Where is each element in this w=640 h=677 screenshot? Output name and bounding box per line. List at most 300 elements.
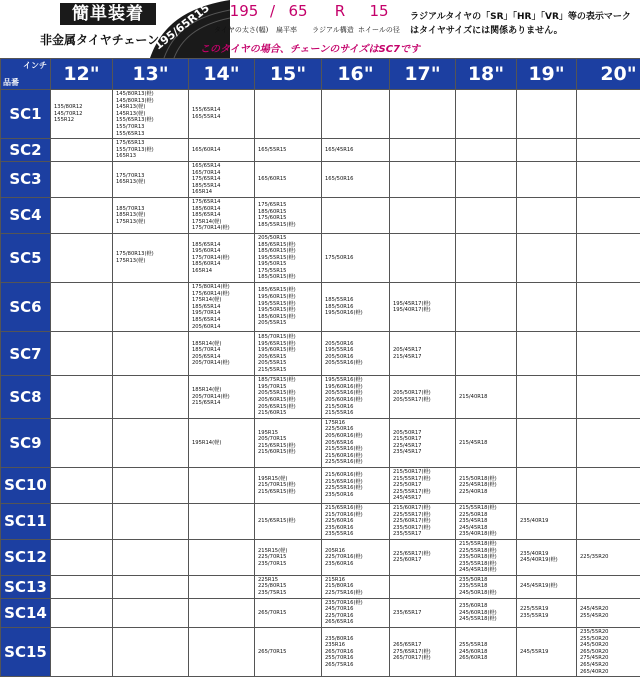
size-cell	[51, 575, 113, 598]
tire-size: 225/80R15	[258, 583, 321, 590]
tire-size: 235/60R16	[325, 525, 389, 532]
tire-size: 225/55R17(軽)	[393, 512, 455, 519]
tire-size: 245/70R16	[325, 606, 389, 613]
tire-size: 185/70R15(軽)	[258, 334, 321, 341]
model-code: SC6	[1, 283, 51, 332]
table-row	[1, 418, 640, 467]
tire-size: 255/45R20	[580, 613, 640, 620]
size-cell	[113, 139, 189, 162]
tire-size: 185/65R14	[192, 317, 254, 324]
tire-size: 215/40R18	[459, 394, 516, 401]
tire-size: 215/65R16(軽)	[325, 505, 389, 512]
size-cell	[390, 90, 456, 139]
size-cell	[322, 598, 390, 627]
table-row	[1, 90, 640, 139]
tire-size: 235/55R18(軽)	[459, 561, 516, 568]
tire-size: 205/60R15(軽)	[258, 397, 321, 404]
tire-size: 145R13(軽)	[116, 104, 188, 111]
tire-size: 245/45R18	[459, 525, 516, 532]
size-cell	[189, 332, 255, 376]
size-cell	[517, 332, 577, 376]
tire-size: 235/70R15	[258, 561, 321, 568]
size-cell	[322, 539, 390, 575]
spec-radial-label: ラジアル構造	[312, 25, 354, 35]
size-cell	[255, 197, 322, 233]
tire-size: 215/55R18(軽)	[459, 505, 516, 512]
tire-size: 195/55R16	[325, 347, 389, 354]
tire-size: 175/80R14(軽)	[192, 284, 254, 291]
inch-header: 16"	[322, 59, 390, 90]
table-row	[1, 283, 640, 332]
tire-size: 185/55R16	[325, 297, 389, 304]
size-cell	[113, 539, 189, 575]
table-row	[1, 139, 640, 162]
size-cell	[255, 233, 322, 282]
tire-size: 175/60R15	[258, 215, 321, 222]
tire-size: 175/80R13(軽)	[116, 251, 188, 258]
tire-size: 265/70R15	[258, 610, 321, 617]
tire-size: 185/70R13	[116, 206, 188, 213]
model-code: SC11	[1, 503, 51, 539]
tire-size: 215/60R17(軽)	[393, 505, 455, 512]
inch-header: 12"	[51, 59, 113, 90]
table-row	[1, 575, 640, 598]
size-cell	[189, 598, 255, 627]
size-cell	[456, 503, 517, 539]
tire-size: 215/60R15	[258, 410, 321, 417]
brand-title: 簡単装着	[60, 3, 156, 25]
tire-size: 195/55R15(軽)	[258, 301, 321, 308]
tire-size: 155/65R14	[192, 107, 254, 114]
model-code: SC3	[1, 161, 51, 197]
spec-radial-value: R	[328, 1, 352, 21]
tire-size: 245/55R19	[520, 649, 576, 656]
tire-size: 205/50R17(軽)	[393, 390, 455, 397]
tire-size: 205/55R16(軽)	[325, 390, 389, 397]
tire-size: 205/50R16	[325, 354, 389, 361]
size-cell	[189, 418, 255, 467]
tire-size: 225R15	[258, 577, 321, 584]
inch-header: 15"	[255, 59, 322, 90]
tire-size: 235/55R18	[459, 583, 516, 590]
tire-size: 225/60R17(軽)	[393, 518, 455, 525]
table-row	[1, 628, 640, 677]
tire-size: 165R14	[192, 189, 254, 196]
size-cell	[189, 628, 255, 677]
tire-size: 185/55R15(軽)	[258, 222, 321, 229]
table-row	[1, 376, 640, 419]
tire-size: 195R15	[258, 430, 321, 437]
tire-size: 185/60R15	[258, 209, 321, 216]
model-code: SC5	[1, 233, 51, 282]
size-cell	[577, 283, 640, 332]
size-cell	[255, 467, 322, 503]
tire-size: 225/50R17	[393, 482, 455, 489]
size-cell	[51, 90, 113, 139]
tire-size: 215/65R15(軽)	[258, 518, 321, 525]
tire-size: 185/50R16	[325, 304, 389, 311]
tire-size: 265/70R16	[325, 649, 389, 656]
tire-size: 235R16	[325, 642, 389, 649]
tire-size: 215/65R16(軽)	[325, 479, 389, 486]
table-row	[1, 598, 640, 627]
tire-size: 205/55R15	[258, 360, 321, 367]
size-cell	[390, 575, 456, 598]
size-cell	[113, 628, 189, 677]
inch-header-row	[1, 59, 640, 90]
size-cell	[456, 628, 517, 677]
model-code: SC10	[1, 467, 51, 503]
tire-size: 155/65R13(軽)	[116, 117, 188, 124]
tire-size: 235/55R17	[393, 531, 455, 538]
tire-size: 215R15(軽)	[258, 548, 321, 555]
size-cell	[113, 233, 189, 282]
size-cell	[456, 90, 517, 139]
size-cell	[255, 539, 322, 575]
size-cell	[322, 628, 390, 677]
spec-aspect-label: 扁平率	[276, 25, 297, 35]
model-corner-label: 品番	[3, 77, 19, 88]
tire-size: 235/55R20	[580, 629, 640, 636]
size-cell	[322, 90, 390, 139]
inch-header: 20"	[577, 59, 640, 90]
model-code: SC15	[1, 628, 51, 677]
size-cell	[51, 418, 113, 467]
tire-size: 235/55R19	[520, 613, 576, 620]
tire-size: 165R14	[192, 268, 254, 275]
model-code: SC4	[1, 197, 51, 233]
tire-size: 165R13(軽)	[116, 179, 188, 186]
size-cell	[113, 161, 189, 197]
tire-size: 245/50R20	[580, 642, 640, 649]
size-cell	[456, 598, 517, 627]
tire-size: 215/65R15(軽)	[258, 443, 321, 450]
spec-width-value: 195	[224, 1, 264, 21]
tire-size: 245/45R19(軽)	[520, 583, 576, 590]
inch-header: 14"	[189, 59, 255, 90]
size-cell	[390, 332, 456, 376]
tire-size: 195/60R15(軽)	[258, 294, 321, 301]
tire-size: 195/60R14	[192, 248, 254, 255]
tire-size: 195/55R16(軽)	[325, 377, 389, 384]
tire-size: 225/45R17	[393, 443, 455, 450]
size-cell	[322, 418, 390, 467]
tire-size: 235/60R18	[459, 603, 516, 610]
tire-size: 215/60R16(軽)	[325, 472, 389, 479]
size-cell	[189, 233, 255, 282]
tire-size: 195/60R15(軽)	[258, 347, 321, 354]
tire-size: 185/65R14	[192, 242, 254, 249]
size-cell	[517, 575, 577, 598]
size-cell	[113, 467, 189, 503]
size-cell	[456, 139, 517, 162]
tire-size: 225/60R17	[393, 557, 455, 564]
tire-size: 215/60R16(軽)	[325, 453, 389, 460]
size-cell	[577, 418, 640, 467]
tire-size: 225/70R16(軽)	[325, 554, 389, 561]
tire-size: 205/65R16	[325, 440, 389, 447]
table-row	[1, 161, 640, 197]
tire-size: 215/65R14	[192, 400, 254, 407]
size-cell	[322, 376, 390, 419]
tire-size: 215/70R16(軽)	[325, 512, 389, 519]
tire-size: 175/60R14(軽)	[192, 291, 254, 298]
size-cell	[255, 376, 322, 419]
tire-size: 235/40R19	[520, 518, 576, 525]
size-cell	[255, 418, 322, 467]
table-row	[1, 332, 640, 376]
tire-size: 225/55R18(軽)	[459, 548, 516, 555]
inch-header: 18"	[456, 59, 517, 90]
size-cell	[517, 139, 577, 162]
size-cell	[517, 233, 577, 282]
tire-size: 185/75R15(軽)	[258, 377, 321, 384]
size-cell	[390, 139, 456, 162]
tire-size: 195/60R16(軽)	[325, 384, 389, 391]
tire-size: 145/80R13(軽)	[116, 98, 188, 105]
tire-size: 235/40R19	[520, 551, 576, 558]
tire-size: 185/70R14	[192, 347, 254, 354]
tire-size: 195R14(軽)	[192, 440, 254, 447]
tire-size: 205/70R14(軽)	[192, 394, 254, 401]
table-row	[1, 233, 640, 282]
model-code: SC7	[1, 332, 51, 376]
table-corner	[1, 59, 51, 90]
tire-size: 245/60R18	[459, 649, 516, 656]
size-cell	[51, 161, 113, 197]
header	[0, 0, 640, 58]
tire-size: 245/40R19(軽)	[520, 557, 576, 564]
tire-size: 205R16	[325, 548, 389, 555]
tire-size: 215/45R18	[459, 440, 516, 447]
size-cell	[517, 598, 577, 627]
size-cell	[517, 539, 577, 575]
tire-size: 215/50R17	[393, 436, 455, 443]
tire-size: 245/50R18(軽)	[459, 590, 516, 597]
tire-size: 165/65R14	[192, 163, 254, 170]
tire-size: 175/65R14	[192, 176, 254, 183]
size-cell	[255, 503, 322, 539]
tire-size: 265/40R20	[580, 669, 640, 676]
tire-size: 185/65R15(軽)	[258, 287, 321, 294]
model-code: SC1	[1, 90, 51, 139]
size-cell	[456, 467, 517, 503]
size-cell	[113, 283, 189, 332]
size-cell	[189, 139, 255, 162]
tire-size: 265/70R17(軽)	[393, 655, 455, 662]
size-cell	[577, 233, 640, 282]
size-cell	[456, 539, 517, 575]
size-cell	[390, 539, 456, 575]
size-cell	[51, 503, 113, 539]
size-cell	[390, 467, 456, 503]
size-cell	[255, 161, 322, 197]
size-cell	[577, 197, 640, 233]
size-cell	[517, 467, 577, 503]
size-cell	[255, 598, 322, 627]
tire-size: 245/60R18(軽)	[459, 610, 516, 617]
size-cell	[322, 161, 390, 197]
tire-size: 225/50R16	[325, 426, 389, 433]
tire-size: 155R12	[54, 117, 112, 124]
size-cell	[577, 90, 640, 139]
tire-size: 205/45R17	[393, 347, 455, 354]
size-cell	[390, 197, 456, 233]
size-cell	[390, 503, 456, 539]
tire-size: 175/55R15	[258, 268, 321, 275]
tire-size: 175/70R14(軽)	[192, 255, 254, 262]
tire-size: 165R13	[116, 153, 188, 160]
model-code: SC9	[1, 418, 51, 467]
tire-size: 235/45R17	[393, 449, 455, 456]
model-code: SC2	[1, 139, 51, 162]
tire-size: 235/75R15	[258, 590, 321, 597]
size-cell	[517, 418, 577, 467]
tire-size: 175/70R13	[116, 173, 188, 180]
tire-size: 195/50R16(軽)	[325, 310, 389, 317]
tire-size: 225/50R18	[459, 512, 516, 519]
size-cell	[113, 376, 189, 419]
tire-size: 175R14(軽)	[192, 297, 254, 304]
tire-size: 225/55R19	[520, 606, 576, 613]
tire-size: 195/55R15(軽)	[258, 255, 321, 262]
tire-size: 265/65R16	[325, 619, 389, 626]
tire-size: 155/70R13(軽)	[116, 147, 188, 154]
tire-size: 205/60R16(軽)	[325, 397, 389, 404]
tire-size: 175/65R14	[192, 199, 254, 206]
size-cell	[456, 283, 517, 332]
tire-size: 215/50R17(軽)	[393, 469, 455, 476]
model-code: SC8	[1, 376, 51, 419]
size-cell	[322, 139, 390, 162]
size-cell	[517, 628, 577, 677]
tire-size: 265/45R20	[580, 662, 640, 669]
tire-size: 225/75R16(軽)	[325, 590, 389, 597]
brand-subtitle: 非金属タイヤチェーン	[40, 31, 159, 48]
size-cell	[51, 376, 113, 419]
tire-size: 225/45R18(軽)	[459, 482, 516, 489]
tire-size: 215/80R16	[325, 583, 389, 590]
size-cell	[255, 628, 322, 677]
tire-size: 225/65R17(軽)	[393, 551, 455, 558]
size-cell	[390, 233, 456, 282]
tire-size: 195/50R15(軽)	[258, 307, 321, 314]
size-cell	[577, 628, 640, 677]
tire-size: 235/50R17(軽)	[393, 525, 455, 532]
size-cell	[456, 233, 517, 282]
size-cell	[456, 418, 517, 467]
size-cell	[390, 598, 456, 627]
tire-size: 245/45R20	[580, 606, 640, 613]
size-cell	[189, 467, 255, 503]
size-notice: このタイヤの場合、チェーンのサイズはSC7です	[200, 40, 420, 55]
inch-header: 19"	[517, 59, 577, 90]
size-cell	[255, 283, 322, 332]
size-cell	[189, 90, 255, 139]
tire-size: 215/70R15(軽)	[258, 482, 321, 489]
tire-size: 225/55R16(軽)	[325, 459, 389, 466]
tire-size: 205/55R16(軽)	[325, 360, 389, 367]
tire-size: 215R16	[325, 577, 389, 584]
tire-size: 185/60R15(軽)	[258, 248, 321, 255]
size-cell	[189, 376, 255, 419]
tire-size: 235/45R18	[459, 518, 516, 525]
inch-header: 17"	[390, 59, 456, 90]
tire-size: 215/45R17	[393, 354, 455, 361]
tire-size: 185/60R14	[192, 261, 254, 268]
size-cell	[189, 539, 255, 575]
tire-size: 155/65R13	[116, 131, 188, 138]
model-code: SC14	[1, 598, 51, 627]
tire-size: 235/50R18(軽)	[459, 554, 516, 561]
tire-size: 165/50R16	[325, 176, 389, 183]
tire-size: 215/55R15	[258, 367, 321, 374]
tire-size: 185/65R14	[192, 304, 254, 311]
model-code: SC12	[1, 539, 51, 575]
tire-size: 165/60R15	[258, 176, 321, 183]
tire-sidewall-size: 195/65R15	[152, 1, 212, 52]
size-cell	[456, 197, 517, 233]
size-cell	[189, 197, 255, 233]
tire-size: 205/55R15	[258, 320, 321, 327]
tire-size: 215/50R16	[325, 404, 389, 411]
tire-size: 185R14(軽)	[192, 387, 254, 394]
size-cell	[51, 628, 113, 677]
tire-size: 225/70R16	[325, 613, 389, 620]
table-row	[1, 539, 640, 575]
tire-size: 165/55R14	[192, 114, 254, 121]
tire-size: 185/60R15(軽)	[258, 314, 321, 321]
tire-size: 255/70R16	[325, 655, 389, 662]
size-cell	[51, 467, 113, 503]
size-cell	[113, 197, 189, 233]
tire-size: 245/45R17	[393, 495, 455, 502]
tire-size: 165/45R16	[325, 147, 389, 154]
tire-size: 195/40R17(軽)	[393, 307, 455, 314]
tire-size: 225/60R16	[325, 518, 389, 525]
size-cell	[51, 283, 113, 332]
tire-size: 185R14(軽)	[192, 341, 254, 348]
tire-size: 165/55R15	[258, 147, 321, 154]
tire-size: 155/70R13	[116, 124, 188, 131]
size-cell	[113, 503, 189, 539]
size-cell	[517, 197, 577, 233]
tire-size: 145/70R12	[54, 111, 112, 118]
tire-size: 205/50R15	[258, 235, 321, 242]
tire-size: 185/65R15(軽)	[258, 242, 321, 249]
size-cell	[456, 332, 517, 376]
tire-size: 235/65R17	[393, 610, 455, 617]
tire-size: 235/70R16(軽)	[325, 600, 389, 607]
size-cell	[517, 90, 577, 139]
radial-mark-note: ラジアルタイヤの「SR」「HR」「VR」等の表示マークはタイヤサイズには関係ありません。	[410, 10, 635, 38]
size-cell	[456, 575, 517, 598]
tire-size: 205/65R14	[192, 354, 254, 361]
tire-size: 245/45R18(軽)	[459, 567, 516, 574]
tire-size: 265/60R18	[459, 655, 516, 662]
spec-width-label: タイヤの太さ(幅)	[214, 25, 268, 35]
size-chart-body	[1, 90, 640, 677]
size-cell	[322, 467, 390, 503]
tire-size: 215/55R16(軽)	[325, 446, 389, 453]
tire-size: 235/60R16	[325, 561, 389, 568]
tire-size: 195/45R17(軽)	[393, 301, 455, 308]
tire-size: 195/50R15	[258, 261, 321, 268]
tire-size: 235/80R16	[325, 636, 389, 643]
tire-size: 195/70R15	[258, 384, 321, 391]
size-cell	[577, 503, 640, 539]
size-cell	[255, 139, 322, 162]
